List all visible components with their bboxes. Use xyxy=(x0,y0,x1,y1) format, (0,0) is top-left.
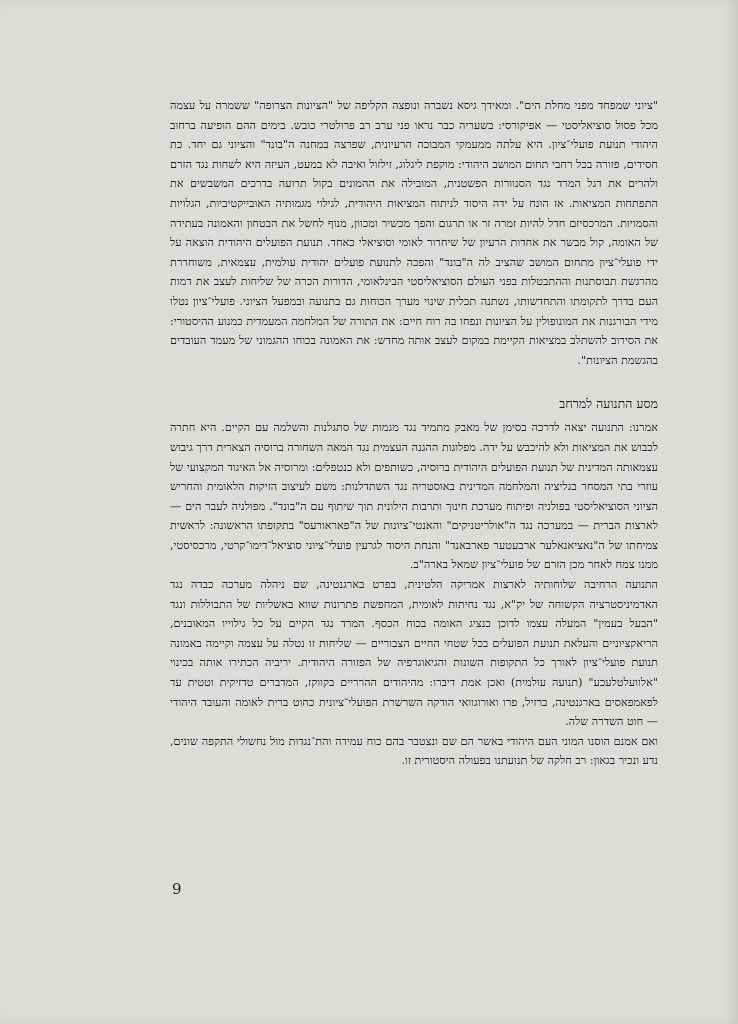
text-body xyxy=(170,96,658,771)
section-heading: מסע התנועה למרחב xyxy=(559,396,658,412)
paragraph-top: "ציוני שמפחד מפני מחלת הים". ומאידך גיסא נשברה ונופצה הקליפה של "הציונות הצרופה" ששמרה על עצמה מכל פסול סוציאליסטי — אפיקורסי: בשעריה כבר נראו פני ערב רב פרולטרי כובש. בימים ההם הופיעה ברחוב היהודי תנועת פועלי־ציון. היא עלתה ממעמקי המבוכה הרעיונית, שפרצה במחנה ה"בונד" והציוני גם יחד. כת חסידים, פזורה בכל רחבי תחום המושב היהודי: מוקפת ליגלוג, זילזול ואיבה לא במעט, העיזה היא לשחות נגד הזרם ולהרים את דגל המרד נגד הסנוורות הפשטנית, המובילה את ההמונים בקול תרועה בדרכים המשבשים את התפתחות המציאות. אז הונח על ידה היסוד לניתוח המציאות היהודית, לגילוי מגמותיה האובייקטיביות, הגלויות והסמויות. המרכסיזם חדל להיות זמרה זר או תרגום והפך מכשיר ומכוון, מנוף לחשל את הבטחון והאמונה בעתידה של האומה, קול מבשר את אחדות הרעיון של שיחרור לאומי וסוציאלי כאחד. תנועת הפועלים היהודית הוצאה על ידי פועלי־ציון מתחום המושב שהציב לה ה"בונד" והפכה לתנועת פועלים יהודית עולמית, עצמאית, משוחררת מהרגשת תבוסתנות וההתבטלות בפני העולם הסוציאליסטי הבינלאומי, הדורות הכרה של שליחות לעצב את דמות העם בדרך לתקומתו והתחדשותו, נשתנה תכלית שינוי מערך הכוחות גם בתנועה ובמפעל הציוני. פועלי־ציון נטלו מידי הבורגנות את המונופולין על הציונות ונפחו בה רוח חיים: את התורה של המלחמה המעמדית כמנוע ההיסטורי: את הסירוב להשתלב במציאות הקיימת במקום לעצב אותה מחדש: את האמונה בכוחו ההגמוני של מעמד העובדים בהגשמת הציונות". xyxy=(170,99,658,367)
paragraph: ואם אמנם הוסנו המוני העם היהודי באשר הם שם ונצטבר בהם כוח עמידה והת־נגדות מול נחשולי התקפה שונים, נדע ונכיר בגאון: רב חלקה של תנועתנו בפעולה היסטורית זו. xyxy=(170,734,658,768)
page-number: 9 xyxy=(172,880,182,898)
paragraph: התנועה הרחיבה שלוחותיה לארצות אמריקה הלטינית, בפרט בארגנטינה, שם ניהלה מערכה כבדה נגד האדמיניסטרציה הקשוחה של יק"א, נגד נחיתות לאומית, המחפשת פתרונות שווא באשליות של התבוללות ונגד "הבעל בעמין" המעלה עצמו לדוכן כנציג האומה בכוח הכסף. המרד נגד הקיים על כל גילוייו המאובנים, הריאקציוניים והעלאת תנועת הפועלים בכל שטחי החיים הצבוריים — שליחות זו נטלה על עצמה וקיימה באמונה תנועת פועלי־ציון לאורך כל התקופות השונות והגיאוגרפיה של הפזורה היהודית. יריביה הכתירו אותה בכינוי "אלוועלטלעכע" (תנועה עולמית) ואכן אמת דיברו: מהיהודים ההרריים בקווקז, המדברים טדזיקית וטטית עד לפאמפאסים בארגנטינה, ברזיל, פרו ואורוגוואי הודקה השרשרת הפועלי־ציונית כחוט ברית לאומה והעובד היהודי — חוט השדרה שלה. xyxy=(170,578,658,729)
paragraph: אמרנו: התנועה יצאה לדרכה בסימן של מאבק מתמיד נגד מגמות של סתגלנות והשלמה עם הקיים. היא חתרה לכבוש את המציאות ולא להיכבש על ידה. מפלוגות ההגנה העצמית נגד המאה השחורה ברוסיה הצארית דרך גיבוש עצמאותה המדינית של תנועת הפועלים היהודית ברוסיה, כשותפים ולא כנטפלים: ומרוסיה אל האיגוד המקצועי של עוזרי בתי המסחר בגליציה והמלחמה המדינית באוסטריה נגד השתדלנות: משם לעיצוב הזיקות הלאומית והחריש הציוני הסוציאליסטי בפולניה ופיתוח מערכת חינוך ותרבות הילונית תוך שיתוף עם ה"בונד". מפולניה לעבר הים — לארצות הברית — במערכה נגד ה"אולריטניקים" והאנטי־ציונות של ה"פאראורעס" בתקופתו הראשונה: לראשית צמיחתו של ה"נאציאנאלער ארבעטער פארבאנד" והנחת היסוד לגרעין פועלי־ציוני סוציאל־דימו־קרטי, מרכסיסטי, ממנו צמח לאחר מכן הזרם של פועלי־ציון שמאל בארה"ב. xyxy=(170,421,658,572)
